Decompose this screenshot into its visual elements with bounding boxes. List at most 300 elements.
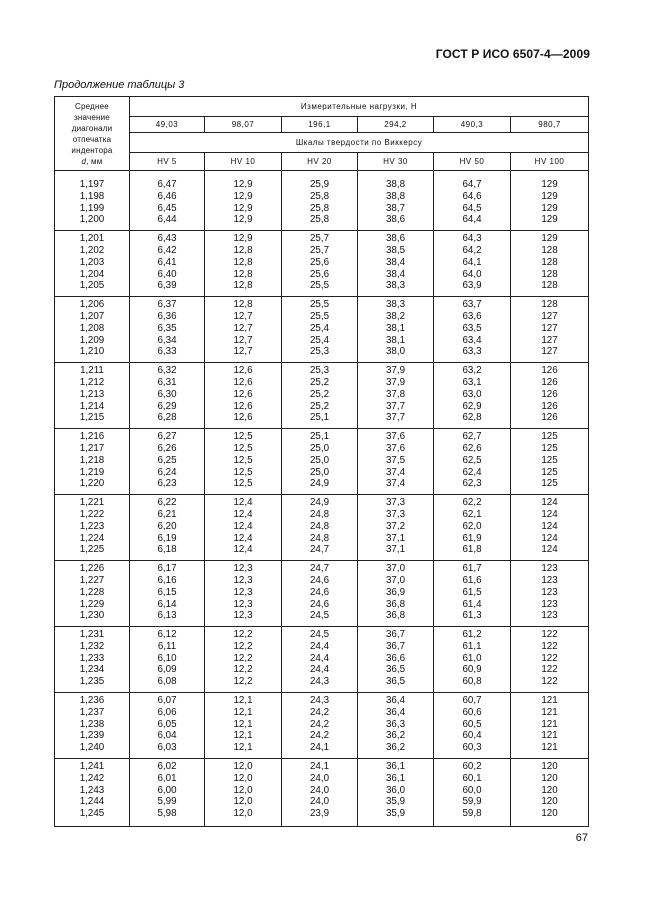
hardness-cell: 24,8: [282, 509, 358, 521]
hardness-cell: 6,30: [130, 389, 205, 401]
hardness-cell: 37,0: [358, 575, 434, 587]
hardness-cell: 38,8: [358, 177, 434, 191]
hardness-cell: 6,29: [130, 401, 205, 413]
hardness-cell: 6,14: [130, 599, 205, 611]
table-row: [55, 203, 589, 215]
hardness-cell: 124: [511, 495, 589, 509]
hardness-cell: 12,4: [205, 544, 282, 560]
hardness-cell: 38,1: [358, 335, 434, 347]
hardness-cell: 12,7: [205, 323, 282, 335]
hardness-cell: 25,2: [282, 377, 358, 389]
hardness-cell: 59,9: [434, 796, 511, 808]
hardness-cell: 36,1: [358, 759, 434, 773]
hardness-cell: 60,6: [434, 707, 511, 719]
hardness-cell: 6,32: [130, 363, 205, 377]
hardness-cell: 24,4: [282, 653, 358, 665]
hardness-cell: 12,2: [205, 627, 282, 641]
hardness-cell: 5,98: [130, 808, 205, 826]
hardness-cell: 6,08: [130, 676, 205, 692]
hardness-cell: 126: [511, 412, 589, 428]
hardness-cell: 25,5: [282, 297, 358, 311]
hardness-cell: 12,3: [205, 599, 282, 611]
hardness-cell: 38,1: [358, 323, 434, 335]
hardness-cell: 128: [511, 280, 589, 296]
diagonal-cell: 1,223: [55, 521, 130, 533]
hardness-cell: 128: [511, 245, 589, 257]
hardness-cell: 37,1: [358, 533, 434, 545]
hardness-cell: 6,36: [130, 311, 205, 323]
hardness-cell: 63,1: [434, 377, 511, 389]
table-header: [55, 97, 589, 171]
row-header-line: индентора: [71, 145, 113, 155]
load-header: 196,1: [282, 117, 358, 133]
hardness-cell: 61,5: [434, 587, 511, 599]
hardness-cell: 121: [511, 707, 589, 719]
diagonal-cell: 1,218: [55, 455, 130, 467]
hardness-cell: 37,7: [358, 412, 434, 428]
hardness-cell: 12,7: [205, 335, 282, 347]
hardness-cell: 62,9: [434, 401, 511, 413]
diagonal-cell: 1,228: [55, 587, 130, 599]
hardness-cell: 120: [511, 785, 589, 797]
table-row: [55, 730, 589, 742]
hardness-cell: 64,1: [434, 257, 511, 269]
scale-header: HV 10: [205, 153, 282, 171]
hardness-cell: 24,0: [282, 785, 358, 797]
table-row: [55, 693, 589, 707]
hardness-cell: 25,7: [282, 245, 358, 257]
hardness-cell: 122: [511, 627, 589, 641]
hardness-cell: 6,07: [130, 693, 205, 707]
hardness-cell: 36,3: [358, 719, 434, 731]
hardness-cell: 6,43: [130, 231, 205, 245]
hardness-cell: 6,45: [130, 203, 205, 215]
hardness-cell: 25,1: [282, 412, 358, 428]
hardness-cell: 12,8: [205, 280, 282, 296]
row-group: [55, 363, 589, 429]
hardness-cell: 36,4: [358, 707, 434, 719]
hardness-cell: 60,9: [434, 664, 511, 676]
load-header: 294,2: [358, 117, 434, 133]
hardness-cell: 38,4: [358, 269, 434, 281]
hardness-cell: 6,22: [130, 495, 205, 509]
table-row: [55, 335, 589, 347]
hardness-cell: 60,5: [434, 719, 511, 731]
load-header: 49,03: [130, 117, 205, 133]
hardness-cell: 127: [511, 346, 589, 362]
hardness-cell: 12,6: [205, 389, 282, 401]
table-row: [55, 575, 589, 587]
hardness-cell: 6,00: [130, 785, 205, 797]
hardness-cell: 24,8: [282, 521, 358, 533]
hardness-cell: 12,0: [205, 759, 282, 773]
hardness-cell: 36,7: [358, 627, 434, 641]
hardness-cell: 6,20: [130, 521, 205, 533]
hardness-cell: 24,3: [282, 676, 358, 692]
hardness-cell: 24,7: [282, 561, 358, 575]
hardness-cell: 6,46: [130, 191, 205, 203]
hardness-cell: 12,1: [205, 707, 282, 719]
row-group: [55, 495, 589, 561]
hardness-cell: 24,8: [282, 533, 358, 545]
row-header-line: отпечатка: [72, 134, 112, 144]
hardness-cell: 25,7: [282, 231, 358, 245]
hardness-cell: 12,9: [205, 177, 282, 191]
hardness-cell: 37,2: [358, 521, 434, 533]
hardness-cell: 12,5: [205, 429, 282, 443]
hardness-cell: 125: [511, 478, 589, 494]
hardness-cell: 61,2: [434, 627, 511, 641]
hardness-cell: 125: [511, 443, 589, 455]
hardness-cell: 12,8: [205, 297, 282, 311]
hardness-cell: 60,7: [434, 693, 511, 707]
hardness-cell: 6,06: [130, 707, 205, 719]
hardness-cell: 63,7: [434, 297, 511, 311]
hardness-cell: 122: [511, 676, 589, 692]
hardness-cell: 25,2: [282, 401, 358, 413]
diagonal-cell: 1,239: [55, 730, 130, 742]
hardness-cell: 59,8: [434, 808, 511, 826]
hardness-cell: 37,4: [358, 467, 434, 479]
diagonal-cell: 1,222: [55, 509, 130, 521]
hardness-cell: 35,9: [358, 808, 434, 826]
hardness-cell: 126: [511, 389, 589, 401]
hardness-cell: 25,0: [282, 455, 358, 467]
row-header-line: Среднее: [75, 101, 109, 111]
hardness-cell: 25,6: [282, 257, 358, 269]
hardness-cell: 5,99: [130, 796, 205, 808]
row-header-line: d, мм: [81, 156, 103, 166]
diagonal-cell: 1,238: [55, 719, 130, 731]
table-row: [55, 245, 589, 257]
hardness-cell: 129: [511, 191, 589, 203]
hardness-cell: 24,3: [282, 693, 358, 707]
hardness-cell: 24,5: [282, 610, 358, 626]
table-row: [55, 587, 589, 599]
table-row: [55, 533, 589, 545]
hardness-cell: 25,8: [282, 191, 358, 203]
hardness-cell: 12,5: [205, 443, 282, 455]
hardness-cell: 25,8: [282, 203, 358, 215]
diagonal-cell: 1,237: [55, 707, 130, 719]
hardness-cell: 12,9: [205, 214, 282, 230]
document-standard-code: ГОСТ Р ИСО 6507-4—2009: [435, 47, 590, 61]
table-row: [55, 231, 589, 245]
table-row: [55, 191, 589, 203]
hardness-cell: 61,8: [434, 544, 511, 560]
hardness-cell: 6,05: [130, 719, 205, 731]
row-group: [55, 561, 589, 627]
hardness-cell: 120: [511, 796, 589, 808]
hardness-cell: 12,0: [205, 808, 282, 826]
hardness-cell: 36,0: [358, 785, 434, 797]
hardness-cell: 12,8: [205, 269, 282, 281]
hardness-cell: 24,6: [282, 575, 358, 587]
hardness-cell: 12,2: [205, 664, 282, 676]
diagonal-cell: 1,207: [55, 311, 130, 323]
hardness-cell: 120: [511, 773, 589, 785]
hardness-cell: 6,35: [130, 323, 205, 335]
hardness-cell: 37,3: [358, 509, 434, 521]
row-header-cell: [55, 97, 130, 171]
hardness-cell: 12,9: [205, 231, 282, 245]
hardness-cell: 121: [511, 742, 589, 758]
hardness-cell: 12,4: [205, 495, 282, 509]
hardness-cell: 12,3: [205, 575, 282, 587]
hardness-cell: 6,18: [130, 544, 205, 560]
hardness-cell: 129: [511, 177, 589, 191]
hardness-cell: 12,6: [205, 412, 282, 428]
hardness-cell: 25,5: [282, 280, 358, 296]
hardness-cell: 6,47: [130, 177, 205, 191]
row-group: [55, 429, 589, 495]
hardness-cell: 62,1: [434, 509, 511, 521]
hardness-cell: 127: [511, 311, 589, 323]
hardness-cell: 35,9: [358, 796, 434, 808]
hardness-cell: 36,6: [358, 653, 434, 665]
loads-title: Измерительные нагрузки, Н: [130, 97, 589, 117]
table-row: [55, 521, 589, 533]
table-row: [55, 269, 589, 281]
hardness-cell: 36,9: [358, 587, 434, 599]
table-row: [55, 257, 589, 269]
diagonal-cell: 1,199: [55, 203, 130, 215]
diagonal-cell: 1,217: [55, 443, 130, 455]
hardness-cell: 6,34: [130, 335, 205, 347]
hardness-table: [54, 96, 589, 827]
hardness-cell: 12,2: [205, 641, 282, 653]
hardness-cell: 36,8: [358, 610, 434, 626]
page-number: 67: [575, 832, 588, 844]
scale-header: HV 5: [130, 153, 205, 171]
row-group: [55, 231, 589, 297]
hardness-cell: 63,9: [434, 280, 511, 296]
diagonal-cell: 1,225: [55, 544, 130, 560]
scale-header: HV 100: [511, 153, 589, 171]
hardness-cell: 128: [511, 257, 589, 269]
table-row: [55, 509, 589, 521]
hardness-cell: 6,39: [130, 280, 205, 296]
hardness-cell: 12,1: [205, 693, 282, 707]
hardness-cell: 126: [511, 377, 589, 389]
hardness-cell: 25,5: [282, 311, 358, 323]
hardness-cell: 62,0: [434, 521, 511, 533]
hardness-cell: 61,1: [434, 641, 511, 653]
hardness-cell: 128: [511, 297, 589, 311]
hardness-cell: 12,9: [205, 191, 282, 203]
hardness-cell: 12,6: [205, 401, 282, 413]
hardness-cell: 124: [511, 533, 589, 545]
hardness-cell: 37,6: [358, 429, 434, 443]
hardness-cell: 62,4: [434, 467, 511, 479]
hardness-cell: 127: [511, 335, 589, 347]
hardness-cell: 36,8: [358, 599, 434, 611]
hardness-cell: 6,01: [130, 773, 205, 785]
hardness-cell: 60,1: [434, 773, 511, 785]
hardness-cell: 6,19: [130, 533, 205, 545]
hardness-cell: 36,4: [358, 693, 434, 707]
scale-header: HV 20: [282, 153, 358, 171]
table-row: [55, 280, 589, 296]
table-row: [55, 412, 589, 428]
row-group: [55, 177, 589, 231]
hardness-cell: 24,0: [282, 773, 358, 785]
hardness-cell: 24,2: [282, 707, 358, 719]
hardness-cell: 123: [511, 575, 589, 587]
hardness-cell: 6,21: [130, 509, 205, 521]
hardness-cell: 62,7: [434, 429, 511, 443]
table-row: [55, 676, 589, 692]
hardness-cell: 121: [511, 730, 589, 742]
diagonal-cell: 1,209: [55, 335, 130, 347]
diagonal-cell: 1,213: [55, 389, 130, 401]
diagonal-cell: 1,229: [55, 599, 130, 611]
hardness-cell: 24,1: [282, 742, 358, 758]
hardness-cell: 64,0: [434, 269, 511, 281]
hardness-cell: 6,25: [130, 455, 205, 467]
hardness-cell: 24,6: [282, 587, 358, 599]
hardness-cell: 6,13: [130, 610, 205, 626]
hardness-cell: 129: [511, 214, 589, 230]
hardness-cell: 25,0: [282, 467, 358, 479]
hardness-cell: 12,5: [205, 467, 282, 479]
hardness-cell: 6,17: [130, 561, 205, 575]
hardness-cell: 122: [511, 664, 589, 676]
hardness-cell: 6,24: [130, 467, 205, 479]
hardness-cell: 125: [511, 455, 589, 467]
diagonal-cell: 1,243: [55, 785, 130, 797]
hardness-cell: 37,4: [358, 478, 434, 494]
hardness-cell: 36,7: [358, 641, 434, 653]
table-row: [55, 742, 589, 758]
table-row: [55, 759, 589, 773]
table-row: [55, 599, 589, 611]
hardness-cell: 6,15: [130, 587, 205, 599]
hardness-cell: 12,3: [205, 587, 282, 599]
diagonal-cell: 1,226: [55, 561, 130, 575]
hardness-cell: 126: [511, 363, 589, 377]
table-row: [55, 177, 589, 191]
diagonal-cell: 1,232: [55, 641, 130, 653]
row-header-line: диагонали: [71, 123, 113, 133]
hardness-cell: 60,4: [434, 730, 511, 742]
table-row: [55, 627, 589, 641]
table-row: [55, 785, 589, 797]
hardness-cell: 25,3: [282, 363, 358, 377]
diagonal-cell: 1,203: [55, 257, 130, 269]
diagonal-cell: 1,216: [55, 429, 130, 443]
diameter-symbol: d: [81, 156, 87, 166]
diagonal-cell: 1,230: [55, 610, 130, 626]
table-row: [55, 664, 589, 676]
table-row: [55, 346, 589, 362]
hardness-cell: 24,4: [282, 641, 358, 653]
hardness-cell: 60,8: [434, 676, 511, 692]
hardness-cell: 23,9: [282, 808, 358, 826]
hardness-cell: 6,40: [130, 269, 205, 281]
hardness-cell: 37,0: [358, 561, 434, 575]
hardness-cell: 124: [511, 544, 589, 560]
hardness-cell: 6,11: [130, 641, 205, 653]
table-row: [55, 653, 589, 665]
hardness-cell: 37,8: [358, 389, 434, 401]
hardness-cell: 25,4: [282, 335, 358, 347]
table-row: [55, 808, 589, 826]
table-row: [55, 377, 589, 389]
diagonal-cell: 1,215: [55, 412, 130, 428]
hardness-cell: 64,2: [434, 245, 511, 257]
hardness-cell: 60,2: [434, 759, 511, 773]
hardness-cell: 12,0: [205, 773, 282, 785]
load-header: 490,3: [434, 117, 511, 133]
diagonal-cell: 1,210: [55, 346, 130, 362]
hardness-cell: 37,6: [358, 443, 434, 455]
hardness-cell: 12,6: [205, 363, 282, 377]
hardness-cell: 6,27: [130, 429, 205, 443]
diagonal-cell: 1,234: [55, 664, 130, 676]
table-row: [55, 478, 589, 494]
hardness-cell: 126: [511, 401, 589, 413]
hardness-cell: 24,7: [282, 544, 358, 560]
hardness-cell: 124: [511, 509, 589, 521]
diagonal-cell: 1,236: [55, 693, 130, 707]
hardness-cell: 64,6: [434, 191, 511, 203]
table-row: [55, 561, 589, 575]
hardness-cell: 6,10: [130, 653, 205, 665]
table-row: [55, 389, 589, 401]
hardness-cell: 38,2: [358, 311, 434, 323]
hardness-cell: 60,3: [434, 742, 511, 758]
hardness-cell: 25,6: [282, 269, 358, 281]
hardness-cell: 12,1: [205, 730, 282, 742]
diagonal-cell: 1,227: [55, 575, 130, 587]
row-group: [55, 693, 589, 759]
hardness-cell: 121: [511, 719, 589, 731]
table-row: [55, 311, 589, 323]
diagonal-cell: 1,231: [55, 627, 130, 641]
hardness-cell: 37,3: [358, 495, 434, 509]
hardness-cell: 12,5: [205, 455, 282, 467]
hardness-cell: 63,0: [434, 389, 511, 401]
diagonal-cell: 1,220: [55, 478, 130, 494]
hardness-cell: 6,44: [130, 214, 205, 230]
hardness-cell: 125: [511, 429, 589, 443]
hardness-cell: 24,2: [282, 730, 358, 742]
diagonal-cell: 1,200: [55, 214, 130, 230]
hardness-cell: 64,7: [434, 177, 511, 191]
hardness-cell: 37,5: [358, 455, 434, 467]
hardness-cell: 6,37: [130, 297, 205, 311]
hardness-cell: 24,9: [282, 495, 358, 509]
diagonal-cell: 1,208: [55, 323, 130, 335]
table-row: [55, 455, 589, 467]
diagonal-cell: 1,224: [55, 533, 130, 545]
hardness-cell: 6,16: [130, 575, 205, 587]
hardness-cell: 125: [511, 467, 589, 479]
diagonal-cell: 1,202: [55, 245, 130, 257]
hardness-cell: 120: [511, 808, 589, 826]
table-caption: Продолжение таблицы 3: [54, 79, 185, 91]
hardness-cell: 63,5: [434, 323, 511, 335]
diagonal-cell: 1,197: [55, 177, 130, 191]
hardness-cell: 24,5: [282, 627, 358, 641]
hardness-cell: 129: [511, 203, 589, 215]
table-row: [55, 495, 589, 509]
hardness-cell: 38,6: [358, 214, 434, 230]
diagonal-cell: 1,240: [55, 742, 130, 758]
hardness-cell: 122: [511, 653, 589, 665]
hardness-cell: 6,28: [130, 412, 205, 428]
